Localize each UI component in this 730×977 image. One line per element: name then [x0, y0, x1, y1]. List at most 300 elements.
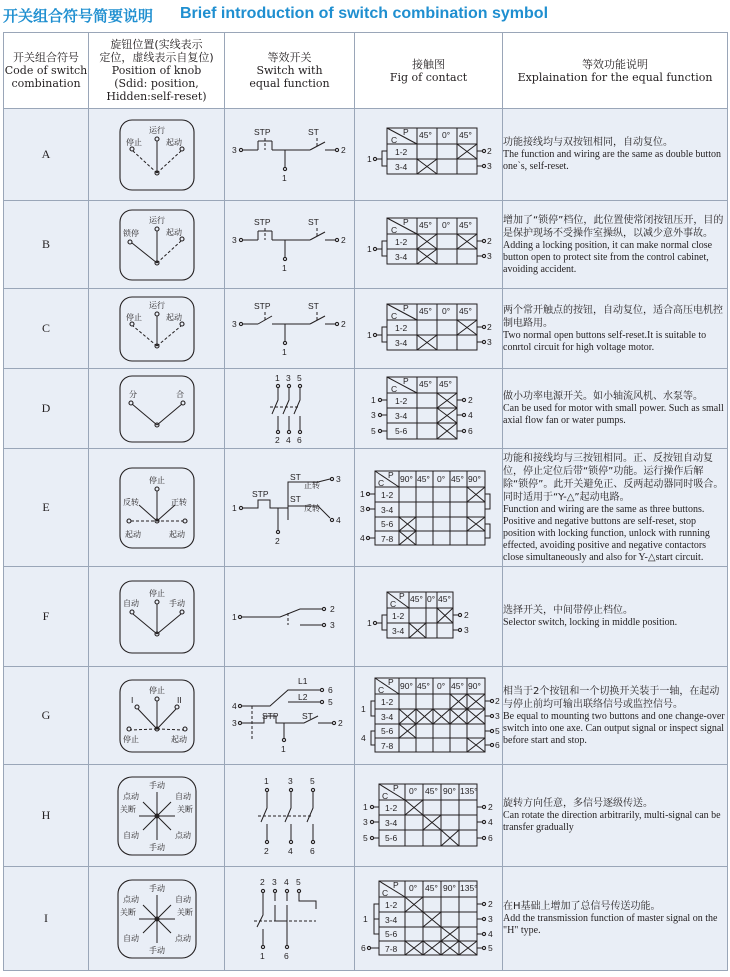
svg-text:5: 5 [494, 725, 500, 736]
svg-text:3-4: 3-4 [384, 914, 397, 925]
svg-text:3-4: 3-4 [394, 410, 407, 421]
svg-text:停止: 停止 [148, 685, 165, 695]
svg-text:6: 6 [309, 845, 315, 856]
svg-text:5: 5 [487, 942, 493, 953]
contact-cell [355, 567, 503, 667]
svg-text:0°: 0° [441, 129, 450, 140]
svg-text:停止: 停止 [125, 137, 142, 147]
table-row [4, 765, 728, 867]
svg-text:7-8: 7-8 [380, 740, 393, 751]
svg-text:2: 2 [259, 876, 265, 887]
svg-text:1: 1 [362, 801, 368, 812]
page-title [0, 0, 730, 30]
svg-text:运行: 运行 [148, 300, 165, 310]
svg-text:45°: 45° [437, 593, 451, 604]
contact-diagram [365, 589, 493, 645]
svg-text:0°: 0° [436, 680, 445, 691]
switch-cell [225, 449, 355, 567]
svg-text:3: 3 [231, 144, 237, 155]
svg-text:0°: 0° [441, 219, 450, 230]
svg-text:运行: 运行 [148, 125, 165, 135]
svg-text:3-4: 3-4 [394, 161, 407, 172]
svg-text:45°: 45° [458, 305, 472, 316]
code-cell: D [4, 369, 89, 449]
switch-diagram [230, 372, 350, 446]
svg-text:1: 1 [231, 611, 237, 622]
svg-text:停止: 停止 [122, 734, 139, 744]
svg-text:4: 4 [335, 514, 341, 525]
svg-text:1: 1 [366, 329, 372, 340]
contact-cell [355, 449, 503, 567]
knob-cell [89, 109, 225, 201]
table-row [4, 109, 728, 201]
symbol-table [3, 32, 728, 971]
svg-text:STP: STP [253, 300, 271, 311]
svg-text:手动: 手动 [148, 842, 165, 852]
explain-cell: 增加了“锁停”档位，此位置使常闭按钮压开，目的是保护现场不受操作室操纵，以减少意外事故。 Adding a locking position, it can make normal close button open to protect site from the control cabinet, avoiding accident. [503, 201, 728, 289]
svg-text:3: 3 [329, 619, 335, 630]
svg-text:2: 2 [487, 801, 493, 812]
svg-text:135°: 135° [459, 882, 478, 893]
svg-text:4: 4 [467, 409, 473, 420]
switch-cell [225, 289, 355, 369]
code-cell: A [4, 109, 89, 201]
svg-text:点动: 点动 [174, 933, 191, 943]
svg-text:90°: 90° [467, 680, 481, 691]
svg-text:5-6: 5-6 [384, 928, 397, 939]
title-en: Brief introduction of switch combination symbol [180, 5, 549, 22]
svg-text:停止: 停止 [125, 312, 142, 322]
svg-text:分: 分 [128, 389, 137, 399]
svg-text:ST: ST [307, 216, 319, 227]
contact-diagram [359, 674, 499, 758]
svg-text:1-2: 1-2 [384, 802, 397, 813]
knob-diagram [117, 677, 197, 755]
explain-cell: 两个常开触点的按钮，自动复位，适合高压电机控制电路用。 Two normal open buttons self-reset.It is suitable to conrtol circuit for high voltage motor. [503, 289, 728, 369]
svg-text:3-4: 3-4 [380, 504, 393, 515]
svg-text:自动: 自动 [122, 598, 139, 608]
svg-text:I: I [130, 694, 133, 705]
svg-text:6: 6 [467, 425, 473, 436]
switch-cell [225, 667, 355, 765]
svg-text:4: 4 [283, 876, 289, 887]
svg-text:1-2: 1-2 [391, 610, 404, 621]
svg-text:3: 3 [486, 250, 492, 261]
svg-text:1: 1 [370, 394, 376, 405]
svg-text:ST: ST [307, 126, 319, 137]
svg-text:P: P [387, 676, 394, 687]
switch-cell [225, 109, 355, 201]
svg-text:90°: 90° [442, 785, 456, 796]
svg-text:1-2: 1-2 [394, 395, 407, 406]
contact-cell [355, 289, 503, 369]
code-cell: F [4, 567, 89, 667]
svg-text:关断: 关断 [119, 804, 136, 814]
svg-text:1-2: 1-2 [380, 489, 393, 500]
contact-diagram [365, 301, 493, 357]
svg-text:C: C [377, 477, 384, 488]
svg-text:6: 6 [494, 739, 500, 750]
svg-text:2: 2 [494, 695, 500, 706]
explain-cell: 功能和接线均与三按钮相同。正、反按钮自动复位，停止定位后带“锁停”功能。运行操作后解除“锁停”。此开关避免正、反两起动器同时吸合。同时适用于“Y-△”起动电路。 Function and wiring are the same as three buttons. Positive and negative buttons are self-reset, stop position with locking function, unlock with running effected, avoiding positive and negative contactors close simultaneously and also for Y-△start circuit. [503, 449, 728, 567]
svg-text:自动: 自动 [174, 894, 191, 904]
svg-text:45°: 45° [450, 680, 464, 691]
svg-text:45°: 45° [418, 378, 432, 389]
table-row [4, 567, 728, 667]
svg-text:7-8: 7-8 [384, 943, 397, 954]
svg-text:3: 3 [486, 160, 492, 171]
contact-cell [355, 667, 503, 765]
knob-cell [89, 449, 225, 567]
contact-cell [355, 369, 503, 449]
svg-text:45°: 45° [424, 882, 438, 893]
switch-diagram [230, 125, 350, 185]
header-code: 开关组合符号 Code of switch combination [4, 33, 89, 109]
svg-text:6: 6 [487, 832, 493, 843]
svg-text:45°: 45° [418, 219, 432, 230]
svg-text:1-2: 1-2 [394, 146, 407, 157]
svg-text:0°: 0° [408, 785, 417, 796]
code-cell: B [4, 201, 89, 289]
svg-text:1: 1 [281, 346, 287, 357]
svg-text:4: 4 [231, 700, 237, 711]
svg-text:2: 2 [340, 234, 346, 245]
svg-text:0°: 0° [441, 305, 450, 316]
explain-cell: 在H基础上增加了总信号传送功能。 Add the transmission function of master signal on the "H" type. [503, 867, 728, 971]
header-explain: 等效功能说明 Explaination for the equal function [503, 33, 728, 109]
svg-text:4: 4 [287, 845, 293, 856]
svg-text:自动: 自动 [174, 791, 191, 801]
switch-diagram [230, 774, 350, 858]
svg-text:5: 5 [295, 876, 301, 887]
switch-cell [225, 369, 355, 449]
knob-cell [89, 369, 225, 449]
explain-cell: 相当于2个按钮和一个切换开关装于一轴，在起动与停止前均可输出联络信号或监控信号。 Be equal to mounting two buttons and one change-over switch into one axe. Can output signal or inspect signal before start and stop. [503, 667, 728, 765]
svg-text:3: 3 [463, 624, 469, 635]
svg-text:C: C [381, 790, 388, 801]
svg-text:2: 2 [340, 144, 346, 155]
contact-cell [355, 109, 503, 201]
header-contact: 接触图 Fig of contact [355, 33, 503, 109]
svg-text:正转: 正转 [170, 497, 187, 507]
svg-text:C: C [377, 684, 384, 695]
code-cell: C [4, 289, 89, 369]
code-cell: I [4, 867, 89, 971]
svg-text:5-6: 5-6 [380, 518, 393, 529]
svg-text:135°: 135° [459, 785, 478, 796]
knob-cell [89, 201, 225, 289]
header-knob: 旋钮位置(实线表示 定位，虚线表示自复位) Position of knob (Sdid: position, Hidden:self-reset) [89, 33, 225, 109]
switch-diagram [228, 674, 352, 758]
explain-cell: 选择开关，中间带停止档位。 Selector switch, locking in middle position. [503, 567, 728, 667]
header-row [4, 33, 728, 109]
svg-text:45°: 45° [418, 305, 432, 316]
svg-text:P: P [402, 302, 409, 313]
svg-text:L1: L1 [297, 675, 307, 686]
svg-text:0°: 0° [436, 473, 445, 484]
svg-text:5: 5 [327, 696, 333, 707]
knob-cell [89, 667, 225, 765]
svg-text:45°: 45° [416, 680, 430, 691]
switch-cell [225, 201, 355, 289]
svg-text:P: P [392, 879, 399, 890]
switch-diagram [230, 215, 350, 275]
svg-text:点动: 点动 [122, 791, 139, 801]
svg-text:45°: 45° [409, 593, 423, 604]
svg-text:3-4: 3-4 [380, 711, 393, 722]
svg-text:自动: 自动 [122, 830, 139, 840]
knob-diagram [117, 294, 197, 364]
svg-text:6: 6 [283, 950, 289, 961]
title-cn: 开关组合符号简要说明 [3, 7, 154, 25]
contact-cell [355, 867, 503, 971]
svg-text:5: 5 [362, 832, 368, 843]
svg-text:6: 6 [360, 942, 366, 953]
svg-text:45°: 45° [438, 378, 452, 389]
svg-text:3: 3 [335, 473, 341, 484]
svg-text:合: 合 [175, 389, 184, 399]
svg-text:ST: ST [307, 300, 319, 311]
svg-text:0°: 0° [408, 882, 417, 893]
svg-text:5: 5 [296, 372, 302, 383]
svg-text:90°: 90° [467, 473, 481, 484]
svg-text:手动: 手动 [148, 945, 165, 955]
svg-text:2: 2 [263, 845, 269, 856]
knob-diagram [117, 117, 197, 193]
svg-text:1: 1 [274, 372, 280, 383]
switch-cell [225, 867, 355, 971]
svg-text:关断: 关断 [119, 907, 136, 917]
svg-text:1: 1 [280, 743, 286, 754]
knob-diagram [115, 877, 199, 961]
svg-text:点动: 点动 [174, 830, 191, 840]
svg-text:4: 4 [487, 816, 493, 827]
svg-text:起动: 起动 [165, 227, 182, 237]
svg-text:3-4: 3-4 [391, 625, 404, 636]
svg-text:2: 2 [340, 318, 346, 329]
contact-diagram [365, 373, 493, 445]
svg-text:6: 6 [296, 434, 302, 445]
svg-text:正转: 正转 [303, 480, 320, 490]
svg-text:手动: 手动 [148, 780, 165, 790]
svg-text:C: C [390, 383, 397, 394]
svg-text:1: 1 [362, 913, 368, 924]
svg-text:手动: 手动 [148, 883, 165, 893]
switch-diagram [228, 468, 352, 548]
code-cell: G [4, 667, 89, 765]
header-switch: 等效开关 Switch with equal function [225, 33, 355, 109]
contact-diagram [359, 467, 499, 549]
svg-text:L2: L2 [297, 691, 307, 702]
svg-text:3-4: 3-4 [394, 337, 407, 348]
svg-text:1: 1 [259, 950, 265, 961]
svg-text:45°: 45° [450, 473, 464, 484]
svg-text:P: P [387, 469, 394, 480]
svg-text:反转: 反转 [303, 503, 320, 513]
contact-diagram [359, 877, 499, 961]
knob-diagram [115, 774, 199, 858]
svg-text:1: 1 [366, 153, 372, 164]
svg-text:P: P [402, 126, 409, 137]
contact-diagram [365, 124, 493, 186]
svg-text:C: C [390, 224, 397, 235]
svg-text:6: 6 [327, 684, 333, 695]
svg-text:1: 1 [359, 488, 365, 499]
svg-text:P: P [402, 216, 409, 227]
switch-diagram [230, 875, 350, 963]
svg-text:3: 3 [231, 717, 237, 728]
svg-text:点动: 点动 [122, 894, 139, 904]
svg-text:5: 5 [309, 775, 315, 786]
svg-text:关断: 关断 [176, 804, 193, 814]
svg-text:自动: 自动 [122, 933, 139, 943]
svg-text:2: 2 [486, 321, 492, 332]
svg-text:4: 4 [360, 732, 366, 743]
svg-text:2: 2 [487, 898, 493, 909]
svg-text:1-2: 1-2 [380, 696, 393, 707]
svg-text:4: 4 [285, 434, 291, 445]
svg-text:STP: STP [261, 710, 279, 721]
svg-text:3: 3 [362, 816, 368, 827]
svg-text:45°: 45° [418, 129, 432, 140]
switch-cell [225, 765, 355, 867]
contact-cell [355, 201, 503, 289]
table-row [4, 289, 728, 369]
svg-text:3: 3 [494, 710, 500, 721]
svg-text:2: 2 [274, 535, 280, 546]
svg-text:1: 1 [263, 775, 269, 786]
svg-text:3: 3 [271, 876, 277, 887]
svg-text:停止: 停止 [148, 475, 165, 485]
explain-cell: 功能接线均与双按钮相同，自动复位。 The function and wiring are the same as double button one`s, self-reset. [503, 109, 728, 201]
svg-text:STP: STP [251, 488, 269, 499]
knob-diagram [117, 373, 197, 445]
switch-diagram [230, 597, 350, 637]
table-row [4, 201, 728, 289]
knob-diagram [117, 578, 197, 656]
svg-text:2: 2 [274, 434, 280, 445]
code-cell: H [4, 765, 89, 867]
svg-text:P: P [398, 590, 405, 601]
svg-text:STP: STP [253, 216, 271, 227]
knob-cell [89, 867, 225, 971]
svg-text:0°: 0° [426, 593, 435, 604]
explain-cell: 旋转方向任意，多信号逐级传送。 Can rotate the direction arbitrarily, multi-signal can be transfer gradually [503, 765, 728, 867]
svg-text:2: 2 [337, 717, 343, 728]
svg-text:1-2: 1-2 [384, 899, 397, 910]
svg-text:7-8: 7-8 [380, 533, 393, 544]
knob-cell [89, 765, 225, 867]
svg-text:起动: 起动 [165, 312, 182, 322]
svg-text:C: C [381, 887, 388, 898]
svg-text:起动: 起动 [124, 529, 141, 539]
svg-text:2: 2 [486, 235, 492, 246]
svg-text:起动: 起动 [170, 734, 187, 744]
svg-text:1-2: 1-2 [394, 236, 407, 247]
svg-text:3-4: 3-4 [394, 251, 407, 262]
svg-text:3: 3 [486, 336, 492, 347]
svg-text:起动: 起动 [165, 137, 182, 147]
svg-text:反转: 反转 [122, 497, 139, 507]
table-row [4, 369, 728, 449]
svg-text:3: 3 [487, 913, 493, 924]
knob-cell [89, 567, 225, 667]
svg-text:1: 1 [360, 703, 366, 714]
switch-cell [225, 567, 355, 667]
svg-text:4: 4 [487, 928, 493, 939]
svg-text:1: 1 [366, 617, 372, 628]
svg-text:45°: 45° [458, 219, 472, 230]
svg-text:运行: 运行 [148, 215, 165, 225]
svg-text:手动: 手动 [168, 598, 185, 608]
explain-cell: 做小功率电源开关。如小轴流风机、水泵等。 Can be used for motor with small power. Such as small axial flow fan or water pumps. [503, 369, 728, 449]
svg-text:C: C [389, 598, 396, 609]
svg-text:ST: ST [289, 493, 301, 504]
knob-diagram [117, 465, 197, 551]
contact-diagram [359, 780, 499, 852]
svg-text:45°: 45° [416, 473, 430, 484]
svg-text:STP: STP [253, 126, 271, 137]
svg-text:5-6: 5-6 [380, 725, 393, 736]
svg-text:II: II [176, 694, 182, 705]
table-row [4, 867, 728, 971]
svg-text:3: 3 [231, 234, 237, 245]
svg-text:1: 1 [281, 172, 287, 183]
svg-text:1-2: 1-2 [394, 322, 407, 333]
contact-cell [355, 765, 503, 867]
svg-text:90°: 90° [399, 473, 413, 484]
svg-text:2: 2 [463, 609, 469, 620]
svg-text:3: 3 [285, 372, 291, 383]
svg-text:C: C [390, 134, 397, 145]
svg-text:1: 1 [281, 262, 287, 273]
contact-diagram [365, 214, 493, 276]
svg-text:ST: ST [289, 471, 301, 482]
svg-text:起动: 起动 [168, 529, 185, 539]
svg-text:P: P [402, 375, 409, 386]
svg-text:2: 2 [329, 603, 335, 614]
svg-text:45°: 45° [458, 129, 472, 140]
code-cell: E [4, 449, 89, 567]
svg-text:90°: 90° [399, 680, 413, 691]
svg-text:3: 3 [231, 318, 237, 329]
svg-text:3: 3 [359, 503, 365, 514]
knob-cell [89, 289, 225, 369]
table-row [4, 449, 728, 567]
svg-text:3: 3 [287, 775, 293, 786]
svg-text:停止: 停止 [148, 588, 165, 598]
svg-text:ST: ST [301, 710, 313, 721]
table-row [4, 667, 728, 765]
svg-text:2: 2 [467, 394, 473, 405]
svg-text:90°: 90° [442, 882, 456, 893]
svg-text:2: 2 [486, 145, 492, 156]
svg-text:1: 1 [231, 502, 237, 513]
svg-text:锁停: 锁停 [122, 228, 139, 238]
svg-text:45°: 45° [424, 785, 438, 796]
svg-text:5-6: 5-6 [394, 425, 407, 436]
svg-text:P: P [392, 782, 399, 793]
switch-diagram [230, 299, 350, 359]
svg-text:C: C [390, 310, 397, 321]
svg-text:3: 3 [370, 409, 376, 420]
svg-text:4: 4 [359, 532, 365, 543]
svg-text:5-6: 5-6 [384, 832, 397, 843]
svg-text:5: 5 [370, 425, 376, 436]
svg-text:关断: 关断 [176, 907, 193, 917]
knob-diagram [117, 207, 197, 283]
svg-text:3-4: 3-4 [384, 817, 397, 828]
